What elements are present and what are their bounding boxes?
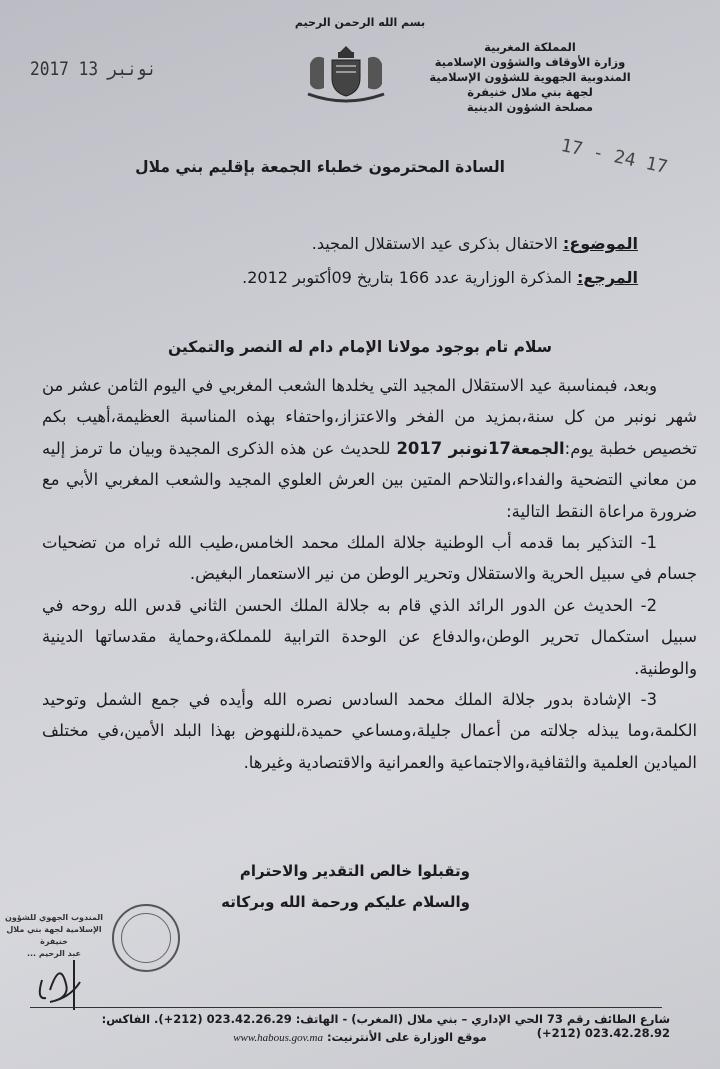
reference-label: المرجع:	[576, 268, 638, 287]
footer-divider	[30, 1007, 662, 1008]
registration-stamp: 17 - 24 17	[559, 134, 670, 179]
letterhead-line: المملكة المغربية	[484, 40, 576, 54]
intro-text: للحديث عن هذه الذكرى المجيدة وبيان ما ترمز إليه من معاني التضحية والفداء،والتلاحم المتين بين العرش العلوي المجيد والشعب المغربي الأبي مع ضرورة مراعاة النقط التالية:	[42, 438, 697, 521]
letter-body	[42, 370, 697, 778]
footer-address: شارع الطائف رقم 73 الحي الإداري – بني ملال (المغرب) - الهاتف: 023.42.26.29 (212+). الفاكس: 023.42.28.92 (212+)	[101, 1012, 670, 1040]
point-1: 1- التذكير بما قدمه أب الوطنية جلالة الملك محمد الخامس،طيب الله ثراه من تضحيات جسام في سبيل الحرية والاستقلال وتحرير الوطن من نير الاستعمار البغيض.	[42, 533, 697, 584]
letterhead-line: المندوبية الجهوية للشؤون الإسلامية	[429, 70, 631, 84]
footer-website	[0, 1030, 720, 1044]
website-link[interactable]: www.habous.gov.ma	[233, 1032, 323, 1044]
signatory-line: المندوب الجهوي للشؤون	[5, 913, 103, 922]
letterhead	[400, 40, 660, 115]
signatory-block	[4, 912, 104, 960]
website-label: موقع الوزارة على الأنترنيت:	[322, 1030, 487, 1044]
subject-text: الاحتفال بذكرى عيد الاستقلال المجيد.	[311, 234, 563, 253]
subject-label: الموضوع:	[562, 234, 638, 253]
subject-line	[312, 234, 638, 253]
royal-emblem-icon	[300, 44, 392, 104]
letterhead-line: مصلحة الشؤون الدينية	[466, 100, 594, 114]
official-stamp-icon	[112, 904, 180, 972]
intro-paragraph	[42, 370, 697, 527]
point-2: 2- الحديث عن الدور الرائد الذي قام به جلالة الملك الحسن الثاني قدس الله روحه في سبيل استكمال تحرير الوطن،والدفاع عن الوحدة الترابية للمملكة،وحماية مقدساتها الدينية والوطنية.	[42, 595, 697, 678]
letterhead-line: لجهة بني ملال خنيفرة	[467, 85, 593, 99]
signatory-line: عبد الرحيم ...	[26, 949, 82, 958]
reference-line	[242, 268, 638, 287]
handwritten-date: 2017 نونبر 13	[30, 58, 157, 80]
point-3: 3- الإشادة بدور جلالة الملك محمد السادس نصره الله وأيده في جمع الشمل وتوحيد الكلمة،وما يبذله جلالته من أعمال جليلة،ومساعي حميدة،للنهوض بهذا البلد الأمين،في مختلف الميادين العلمية والثقافية،والاجتماعية والعمرانية والاقتصادية وغيرها.	[42, 690, 697, 772]
addressee: السادة المحترمون خطباء الجمعة بإقليم بني ملال	[135, 158, 505, 176]
closing-line: والسلام عليكم ورحمة الله وبركاته	[221, 893, 470, 911]
reference-text: المذكرة الوزارية عدد 166 بتاريخ 09أكتوبر 2012.	[242, 268, 577, 287]
greeting: سلام تام بوجود مولانا الإمام دام له النصر والتمكين	[167, 338, 553, 356]
basmala: بسم الله الرحمن الرحيم	[294, 16, 426, 29]
handwritten-signature-icon	[30, 960, 110, 1010]
intro-text: وبعد، فبمناسبة عيد الاستقلال المجيد التي يخلدها الشعب المغربي في اليوم الثامن عشر من شهر نونبر من كل سنة،بمزيد من الفخر والاعتزاز،واحتفاء بهذه المناسبة العظيمة،أهيب بكم تخصيص خطبة يوم:	[42, 376, 697, 458]
signatory-line: الإسلامية لجهة بني ملال خنيفرة	[6, 925, 102, 946]
sermon-date: الجمعة17نونبر 2017	[396, 438, 565, 458]
letterhead-line: وزارة الأوقاف والشؤون الإسلامية	[434, 55, 626, 69]
closing-line: وتقبلوا خالص التقدير والاحترام	[239, 862, 470, 880]
